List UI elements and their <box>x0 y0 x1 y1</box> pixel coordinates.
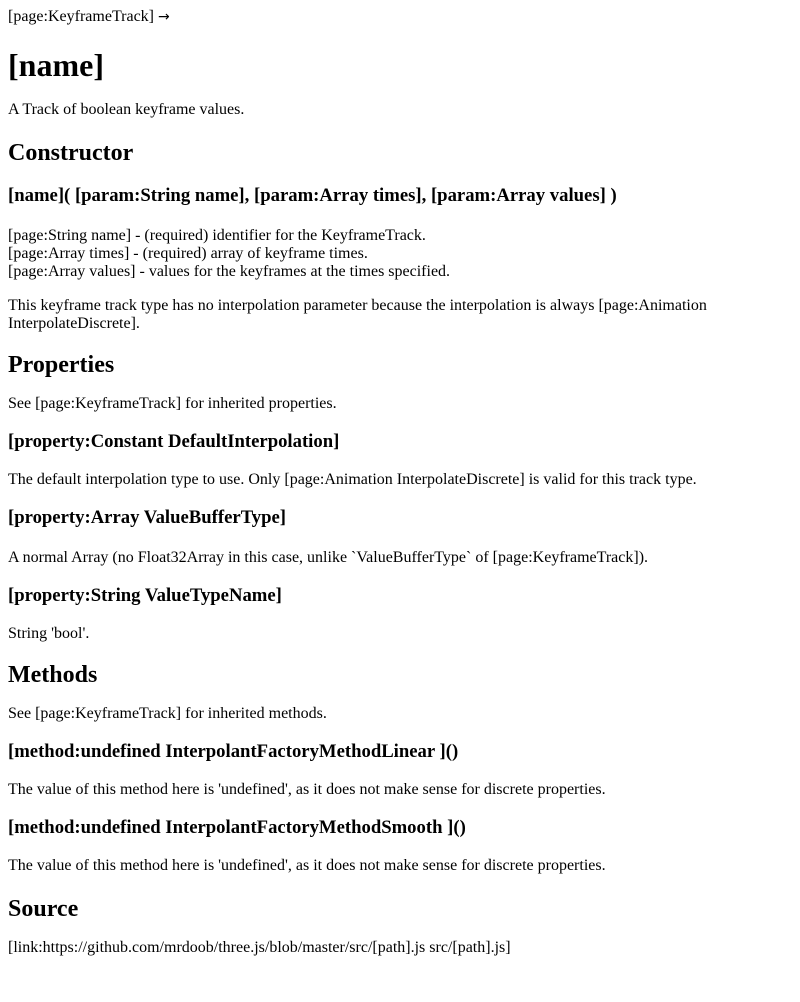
property-default-interpolation: [property:Constant DefaultInterpolation] <box>8 431 340 452</box>
arrow-right-icon: → <box>158 9 170 25</box>
param-values: [page:Array values] - values for the keyframes at the times specified. <box>8 263 451 280</box>
method-interpolant-linear-desc: The value of this method here is 'undefined', as it does not make sense for discrete properties. <box>8 781 606 798</box>
page-description: A Track of boolean keyframe values. <box>8 101 245 118</box>
constructor-signature: [name]( [param:String name], [param:Array times], [param:Array values] ) <box>8 185 617 206</box>
method-interpolant-smooth-desc: The value of this method here is 'undefined', as it does not make sense for discrete properties. <box>8 857 606 874</box>
properties-inherited: See [page:KeyframeTrack] for inherited properties. <box>8 395 337 412</box>
param-name: [page:String name] - (required) identifier for the KeyframeTrack. <box>8 227 426 244</box>
property-value-buffer-type-desc: A normal Array (no Float32Array in this case, unlike `ValueBufferType` of [page:KeyframeTrack]). <box>8 549 649 566</box>
method-interpolant-smooth: [method:undefined InterpolantFactoryMethodSmooth ]() <box>8 817 466 838</box>
constructor-params <box>8 227 792 281</box>
source-link[interactable]: [link:https://github.com/mrdoob/three.js/blob/master/src/[path].js src/[path].js] <box>8 939 511 956</box>
constructor-note: This keyframe track type has no interpolation parameter because the interpolation is always [page:Animation InterpolateDiscrete]. <box>8 297 707 332</box>
breadcrumb-link[interactable]: [page:KeyframeTrack] <box>8 8 155 25</box>
method-interpolant-linear: [method:undefined InterpolantFactoryMethodLinear ]() <box>8 741 459 762</box>
property-value-type-name: [property:String ValueTypeName] <box>8 585 282 606</box>
param-times: [page:Array times] - (required) array of keyframe times. <box>8 245 368 262</box>
breadcrumb[interactable] <box>8 8 792 26</box>
property-value-buffer-type: [property:Array ValueBufferType] <box>8 507 287 528</box>
source-heading: Source <box>8 896 79 922</box>
page-title: [name] <box>8 47 104 83</box>
methods-inherited: See [page:KeyframeTrack] for inherited methods. <box>8 705 327 722</box>
methods-heading: Methods <box>8 662 98 688</box>
properties-heading: Properties <box>8 352 115 378</box>
property-value-type-name-desc: String 'bool'. <box>8 625 90 642</box>
constructor-heading: Constructor <box>8 140 134 166</box>
property-default-interpolation-desc: The default interpolation type to use. Only [page:Animation InterpolateDiscrete] is valid for this track type. <box>8 471 697 488</box>
